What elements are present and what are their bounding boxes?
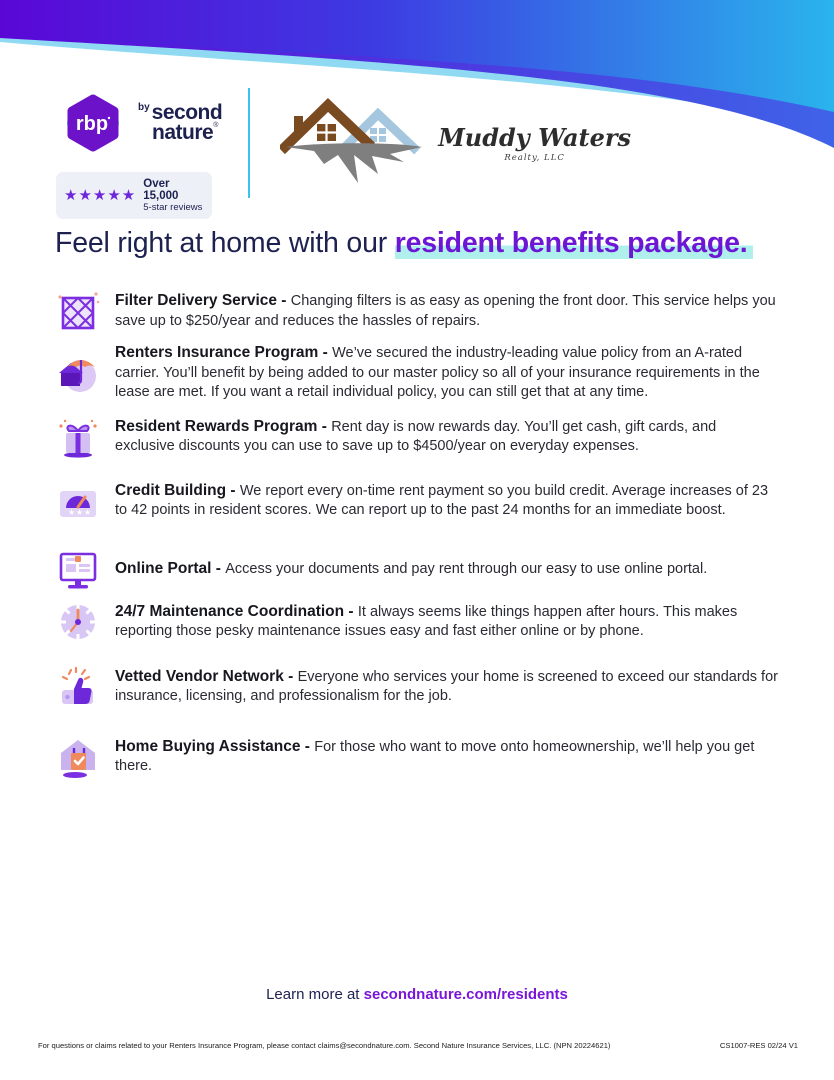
partner-logo-text bbox=[438, 123, 631, 163]
benefit-desc: We report every on-time rent payment so you build credit. Average increases of 23 to 42 points in resident scores. We can report up to the past 24 months for an immediate boost. bbox=[115, 482, 769, 518]
by-label: by bbox=[138, 102, 150, 114]
benefit-desc: We’ve secured the industry-leading value policy from an A-rated carrier. You’ll benefit by being added to our master policy so all of your insurance requirements in the lease are met. If you want a retail individual policy, you can still get that at any time. bbox=[115, 345, 760, 400]
benefit-row-credit-building bbox=[55, 478, 779, 524]
benefit-row-home-buying bbox=[55, 734, 779, 780]
benefit-title: Online Portal - bbox=[115, 560, 226, 578]
benefits-list bbox=[55, 288, 779, 780]
resident-rewards-icon bbox=[55, 414, 101, 460]
benefit-text bbox=[115, 343, 779, 403]
benefit-title: Vetted Vendor Network - bbox=[115, 667, 298, 685]
main-content bbox=[55, 224, 779, 780]
benefit-row-vetted-vendor bbox=[55, 664, 779, 710]
benefit-text bbox=[115, 559, 707, 580]
benefit-text bbox=[115, 737, 779, 777]
benefit-title: Credit Building - bbox=[115, 481, 240, 499]
credit-building-icon bbox=[55, 478, 101, 524]
benefit-text bbox=[115, 417, 779, 457]
document-code: CS1007-RES 02/24 V1 bbox=[719, 1041, 798, 1050]
logo-divider bbox=[248, 88, 250, 198]
benefit-row-maintenance bbox=[55, 599, 779, 645]
svg-text:★: ★ bbox=[84, 507, 92, 517]
learn-more-line bbox=[0, 986, 834, 1003]
reviews-count: Over 15,000 bbox=[143, 178, 179, 202]
reviews-badge bbox=[56, 172, 212, 219]
rbp-mark-text: rbp bbox=[75, 113, 109, 135]
online-portal-icon bbox=[55, 547, 101, 593]
benefit-title: Renters Insurance Program - bbox=[115, 344, 333, 361]
reviews-label: 5-star reviews bbox=[143, 202, 203, 213]
logo-band bbox=[56, 86, 631, 219]
benefit-desc: For those who want to move onto homeownership, we’ll help you get there. bbox=[115, 738, 755, 774]
benefit-text bbox=[115, 291, 779, 331]
benefit-text bbox=[115, 602, 779, 642]
benefit-text bbox=[115, 667, 779, 707]
title-highlight: resident benefits package. bbox=[395, 227, 753, 259]
maintenance-icon bbox=[55, 599, 101, 645]
muddy-waters-houses-icon bbox=[280, 90, 430, 190]
benefit-desc: Rent day is now rewards day. You’ll get cash, gift cards, and exclusive discounts you can use to save up to $4500/year on everyday expenses. bbox=[115, 418, 717, 454]
benefit-title: 24/7 Maintenance Coordination - bbox=[115, 602, 358, 620]
benefit-desc: Changing filters is as easy as opening the front door. This service helps you save up to $250/year and reduces the hassles of repairs. bbox=[115, 293, 776, 329]
brand-line2: nature bbox=[152, 121, 214, 144]
benefit-title: Filter Delivery Service - bbox=[115, 292, 291, 309]
registered-mark: ® bbox=[213, 122, 219, 129]
title-prefix: Feel right at home with our bbox=[55, 227, 395, 259]
svg-text:★: ★ bbox=[68, 507, 76, 517]
home-buying-icon bbox=[55, 734, 101, 780]
rbp-logo-block bbox=[56, 86, 222, 219]
vetted-vendor-icon bbox=[55, 664, 101, 710]
partner-logo-block bbox=[280, 90, 631, 190]
benefit-row-filter-delivery bbox=[55, 288, 779, 334]
filter-delivery-icon bbox=[55, 288, 101, 334]
insurance-disclaimer: For questions or claims related to your Renters Insurance Program, please contact claims@secondnature.com. Second Nature Insurance Services, LLC. (NPN 20224621) bbox=[38, 1041, 611, 1050]
partner-name: Muddy Waters bbox=[438, 123, 632, 152]
benefit-desc: It always seems like things happen after hours. This makes reporting those pesky maintenance issues easy and fast either online or by phone. bbox=[115, 603, 738, 639]
page-title bbox=[55, 224, 779, 262]
benefit-desc: Access your documents and pay rent through our easy to use online portal. bbox=[225, 561, 708, 578]
learn-more-link[interactable]: secondnature.com/residents bbox=[363, 986, 568, 1003]
partner-subtitle: Realty, LLC bbox=[504, 153, 565, 163]
renters-insurance-icon bbox=[55, 350, 101, 396]
svg-text:★: ★ bbox=[76, 507, 84, 517]
footnote bbox=[38, 1041, 798, 1050]
benefit-row-renters-insurance bbox=[55, 343, 779, 403]
rbp-logo-icon bbox=[56, 86, 130, 160]
benefit-row-resident-rewards bbox=[55, 414, 779, 460]
learn-more-prefix: Learn more at bbox=[266, 986, 364, 1003]
benefit-title: Home Buying Assistance - bbox=[115, 737, 315, 755]
brand-line1: second bbox=[151, 101, 223, 125]
benefit-text bbox=[115, 481, 779, 521]
benefit-desc: Everyone who services your home is screened to exceed our standards for insurance, licensing, and professionalism for the job. bbox=[115, 668, 778, 704]
benefit-row-online-portal bbox=[55, 547, 779, 593]
five-stars-icon: ★★★★★ bbox=[64, 187, 137, 204]
second-nature-wordmark bbox=[138, 103, 222, 143]
benefit-title: Resident Rewards Program - bbox=[115, 417, 332, 435]
